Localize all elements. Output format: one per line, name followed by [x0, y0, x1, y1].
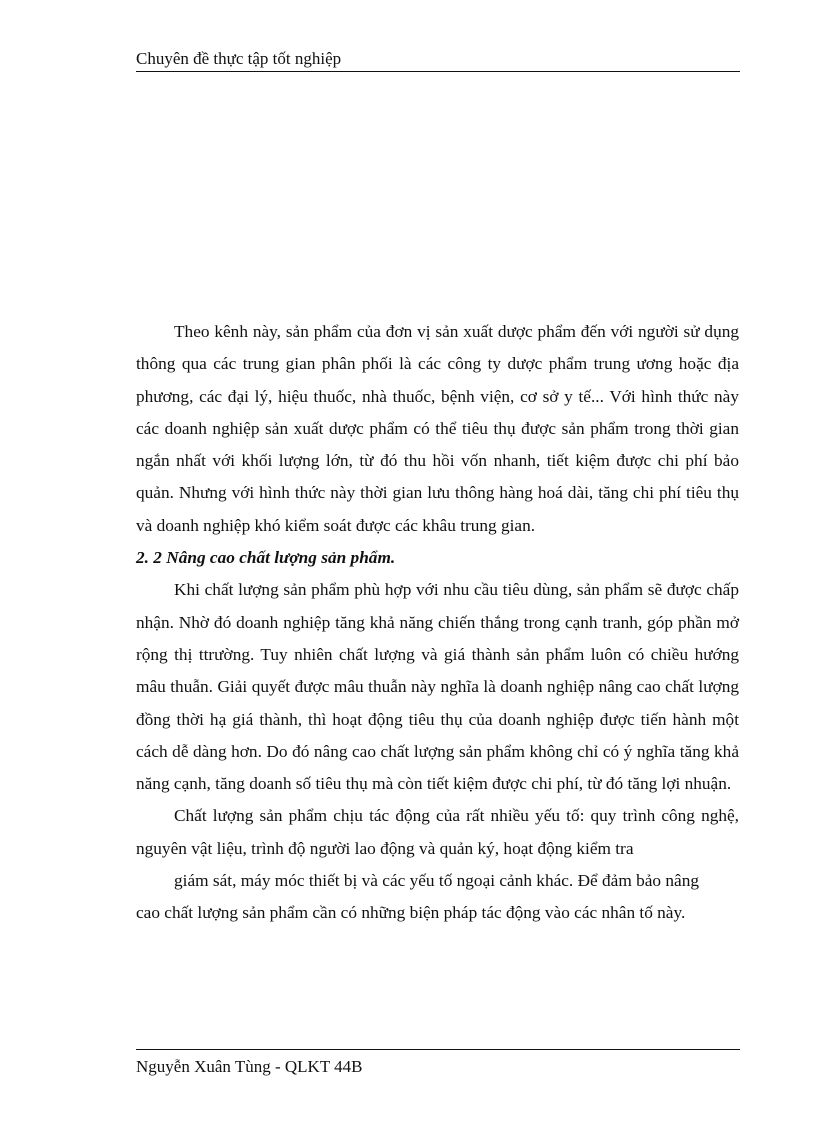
page-footer-author: Nguyễn Xuân Tùng - QLKT 44B — [136, 1057, 363, 1076]
section-heading: 2. 2 Nâng cao chất lượng sản phẩm. — [136, 548, 396, 568]
document-body — [136, 316, 739, 930]
paragraph-quality-factors: Chất lượng sản phẩm chịu tác động của rất nhiều yếu tố: quy trình công nghệ, nguyên vật liệu, trình độ người lao động và quản ký, hoạt động kiểm tra — [136, 806, 739, 858]
paragraph-quality-measures: cao chất lượng sản phẩm cần có những biện pháp tác động vào các nhân tố này. — [136, 903, 686, 923]
page-header-title: Chuyên đề thực tập tốt nghiệp — [136, 49, 342, 68]
paragraph-distribution-channel: Theo kênh này, sản phẩm của đơn vị sản xuất dược phẩm đến với người sử dụng thông qua các trung gian phân phối là các công ty dược phẩm trung ương hoặc địa phương, các đại lý, hiệu thuốc, nhà thuốc, bệnh viện, cơ sở y tế... Với hình thức này các doanh nghiệp sản xuất dược phẩm có thể tiêu thụ được sản phẩm trong thời gian ngắn nhất với khối lượng lớn, từ đó thu hồi vốn nhanh, tiết kiệm được chi phí bảo quản. Nhưng với hình thức này thời gian lưu thông hàng hoá dài, tăng chi phí tiêu thụ và doanh nghiệp khó kiểm soát được các khâu trung gian. — [136, 322, 739, 535]
paragraph-quality-factors-continued: giám sát, máy móc thiết bị và các yếu tố ngoại cảnh khác. Để đảm bảo nâng — [174, 871, 699, 891]
header-divider — [136, 71, 740, 72]
footer-divider — [136, 1049, 740, 1050]
paragraph-product-quality: Khi chất lượng sản phẩm phù hợp với nhu cầu tiêu dùng, sản phẩm sẽ được chấp nhận. Nhờ đó doanh nghiệp tăng khả năng chiến thắng trong cạnh tranh, góp phần mở rộng thị ttrường. Tuy nhiên chất lượng và giá thành sản phẩm luôn có chiều hướng mâu thuẫn. Giải quyết được mâu thuẫn này nghĩa là doanh nghiệp nâng cao chất lượng đồng thời hạ giá thành, thì hoạt động tiêu thụ của doanh nghiệp được tiến hành một cách dễ dàng hơn. Do đó nâng cao chất lượng sản phẩm không chỉ có ý nghĩa tăng khả năng cạnh, tăng doanh số tiêu thụ mà còn tiết kiệm được chi phí, từ đó tăng lợi nhuận. — [136, 580, 739, 794]
